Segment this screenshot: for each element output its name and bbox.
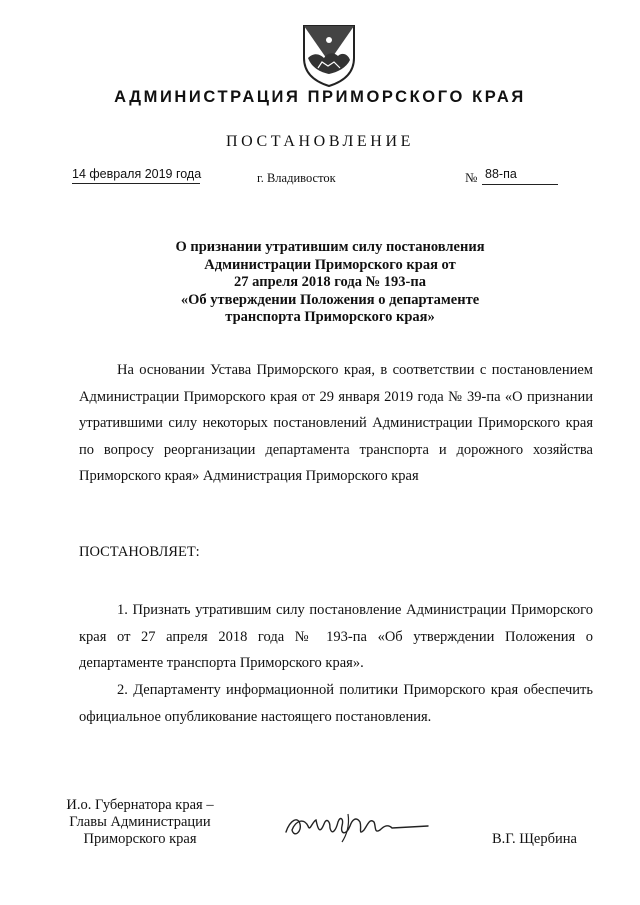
coat-of-arms-icon	[300, 22, 358, 88]
number-label: №	[465, 170, 478, 185]
date-underline	[72, 183, 200, 184]
title-line: «Об утверждении Положения о департаменте	[180, 291, 480, 308]
item-2-text: 2. Департаменту информационной политики Приморского края обеспечить официальное опубликование настоящего постановления.	[79, 682, 593, 725]
item-1-text: 1. Признать утратившим силу постановление Администрации Приморского края от 27 апреля 2018 года № 193-па «Об утверждении Положения о департаменте транспорта Приморского края».	[79, 602, 593, 672]
title-line: 27 апреля 2018 года № 193-па	[234, 274, 426, 290]
signer-position	[58, 797, 222, 848]
handwritten-signature-icon	[280, 806, 430, 846]
document-date: 14 февраля 2019 года	[72, 167, 202, 181]
signer-name: В.Г. Щербина	[492, 831, 577, 847]
title-line: транспорта Приморского края»	[225, 309, 435, 325]
decree-item-1	[79, 597, 593, 677]
position-line: Приморского края	[83, 831, 197, 847]
number-underline	[482, 184, 558, 185]
decree-heading: ПОСТАНОВЛЯЕТ:	[79, 544, 200, 560]
preamble-text: На основании Устава Приморского края, в соответствии с постановлением Администрации Приморского края от 29 января 2019 года № 39-па «О признании утратившими силу некоторых постановлений Администрации Приморского края по вопросу реорганизации департамента транспорта и дорожного хозяйства Приморского края» Администрация Приморского края	[79, 362, 593, 485]
organization-title: АДМИНИСТРАЦИЯ ПРИМОРСКОГО КРАЯ	[114, 88, 526, 106]
title-line: О признании утратившим силу постановления	[175, 239, 485, 255]
position-line: И.о. Губернатора края –	[66, 797, 214, 813]
decree-item-2	[79, 677, 593, 730]
document-number: 88-па	[485, 167, 517, 181]
document-city: г. Владивосток	[257, 171, 336, 185]
document-title	[140, 239, 520, 327]
document-type: ПОСТАНОВЛЕНИЕ	[226, 133, 414, 150]
position-line: Главы Администрации	[69, 814, 211, 830]
title-line: Администрации Приморского края от	[204, 256, 456, 273]
preamble-paragraph	[79, 357, 593, 490]
